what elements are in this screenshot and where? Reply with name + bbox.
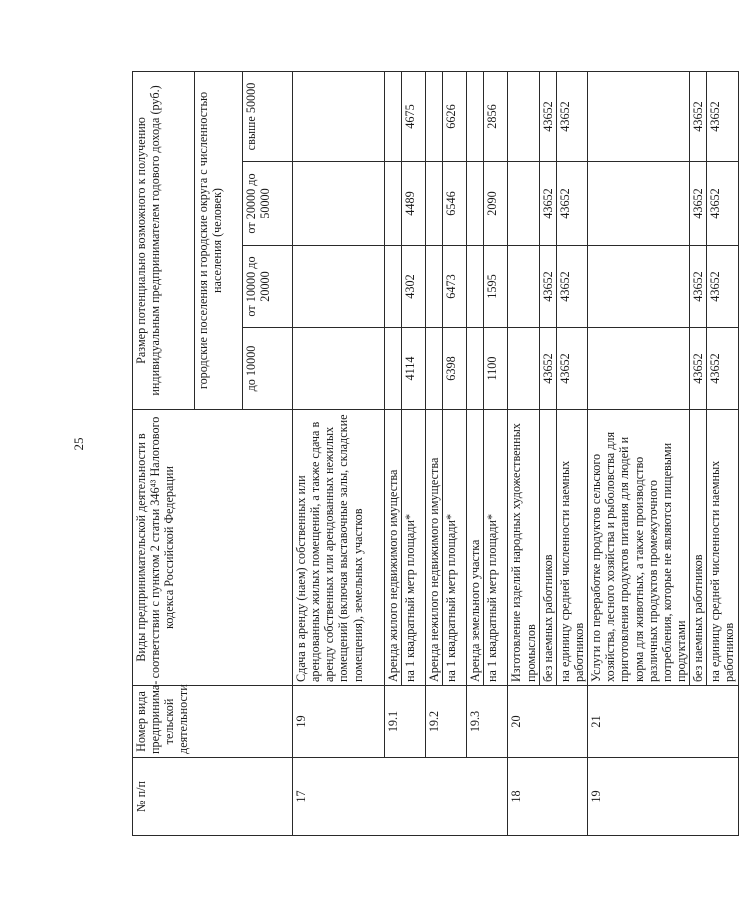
value-cell: 6473 [443, 246, 467, 328]
value-cell: 4114 [402, 328, 426, 410]
header-kinds: Виды предпринимательской деятельности в соответствии с пунктом 2 статьи 346⁴³ Налогового кодекса Российской Федерации [133, 410, 293, 686]
row-number: 19 [588, 758, 738, 836]
value-cell: 43652 [690, 246, 707, 328]
value-cell: 2090 [484, 162, 508, 246]
value-cell: 4489 [402, 162, 426, 246]
value-cell: 43652 [556, 71, 587, 161]
value-cell: 2856 [484, 71, 508, 161]
kind-code: 19.1 [385, 686, 426, 758]
header-group-3: от 20000 до 50000 [243, 162, 293, 246]
header-group-4: свыше 50000 [243, 71, 293, 161]
unit-label: на 1 квадратный метр площади* [443, 410, 467, 686]
value-cell: 4302 [402, 246, 426, 328]
unit-label: на единицу средней численности наемных работников [556, 410, 587, 686]
unit-label: на единицу средней численности наемных работников [707, 410, 738, 686]
value-cell: 43652 [556, 162, 587, 246]
header-num: № п/п [133, 758, 293, 836]
value-cell: 6546 [443, 162, 467, 246]
value-cell: 4675 [402, 71, 426, 161]
header-income: Размер потенциально возможного к получению индивидуальным предпринимателем годового дохода (руб.) [133, 71, 195, 409]
value-cell: 43652 [556, 246, 587, 328]
header-group-1: до 10000 [243, 328, 293, 410]
kind-code: 20 [508, 686, 588, 758]
value-cell: 43652 [707, 71, 738, 161]
page-number: 25 [71, 437, 86, 451]
header-settlements: городские поселения и городские округа с численностью населения (человек) [195, 71, 243, 409]
kind-title: Изготовление изделий народных художественных промыслов [508, 410, 539, 686]
value-cell: 43652 [707, 162, 738, 246]
value-cell: 43652 [539, 71, 556, 161]
unit-label: на 1 квадратный метр площади* [402, 410, 426, 686]
row-number: 18 [508, 758, 588, 836]
row-number: 17 [293, 758, 508, 836]
kind-title: Аренда земельного участка [467, 410, 484, 686]
value-cell: 43652 [707, 328, 738, 410]
value-cell: 6398 [443, 328, 467, 410]
kind-code: 19.3 [467, 686, 508, 758]
value-cell: 1100 [484, 328, 508, 410]
value-cell: 6626 [443, 71, 467, 161]
value-cell: 43652 [556, 328, 587, 410]
value-cell: 43652 [707, 246, 738, 328]
unit-label: на 1 квадратный метр площади* [484, 410, 508, 686]
kind-title: Услуги по переработке продуктов сельского хозяйства, лесного хозяйства и рыболовства для приготовления продуктов питания для людей и корма для животных, а также производство различных продуктов промежуточного потребления, которые не являются пищевыми продуктами [588, 410, 690, 686]
value-cell: 43652 [690, 162, 707, 246]
rotated-table-wrapper [132, 72, 737, 836]
unit-label: без наемных работников [539, 410, 556, 686]
header-kind-number: Номер вида предпринима-тельской деятельности [133, 686, 293, 758]
value-cell: 1595 [484, 246, 508, 328]
kind-title: Аренда нежилого недвижимого имущества [426, 410, 443, 686]
value-cell: 43652 [539, 162, 556, 246]
value-cell: 43652 [539, 328, 556, 410]
kind-title: Сдача в аренду (наем) собственных или арендованных жилых помещений, а также сдача в аренду собственных или арендованных нежилых помещений (включая выставочные залы, складские помещения), земельных участков [293, 410, 385, 686]
value-cell: 43652 [690, 71, 707, 161]
income-table [132, 71, 739, 836]
value-cell: 43652 [690, 328, 707, 410]
kind-code: 21 [588, 686, 738, 758]
kind-code: 19 [293, 686, 385, 758]
kind-code: 19.2 [426, 686, 467, 758]
header-group-2: от 10000 до 20000 [243, 246, 293, 328]
value-cell: 43652 [539, 246, 556, 328]
unit-label: без наемных работников [690, 410, 707, 686]
kind-title: Аренда жилого недвижимого имущества [385, 410, 402, 686]
